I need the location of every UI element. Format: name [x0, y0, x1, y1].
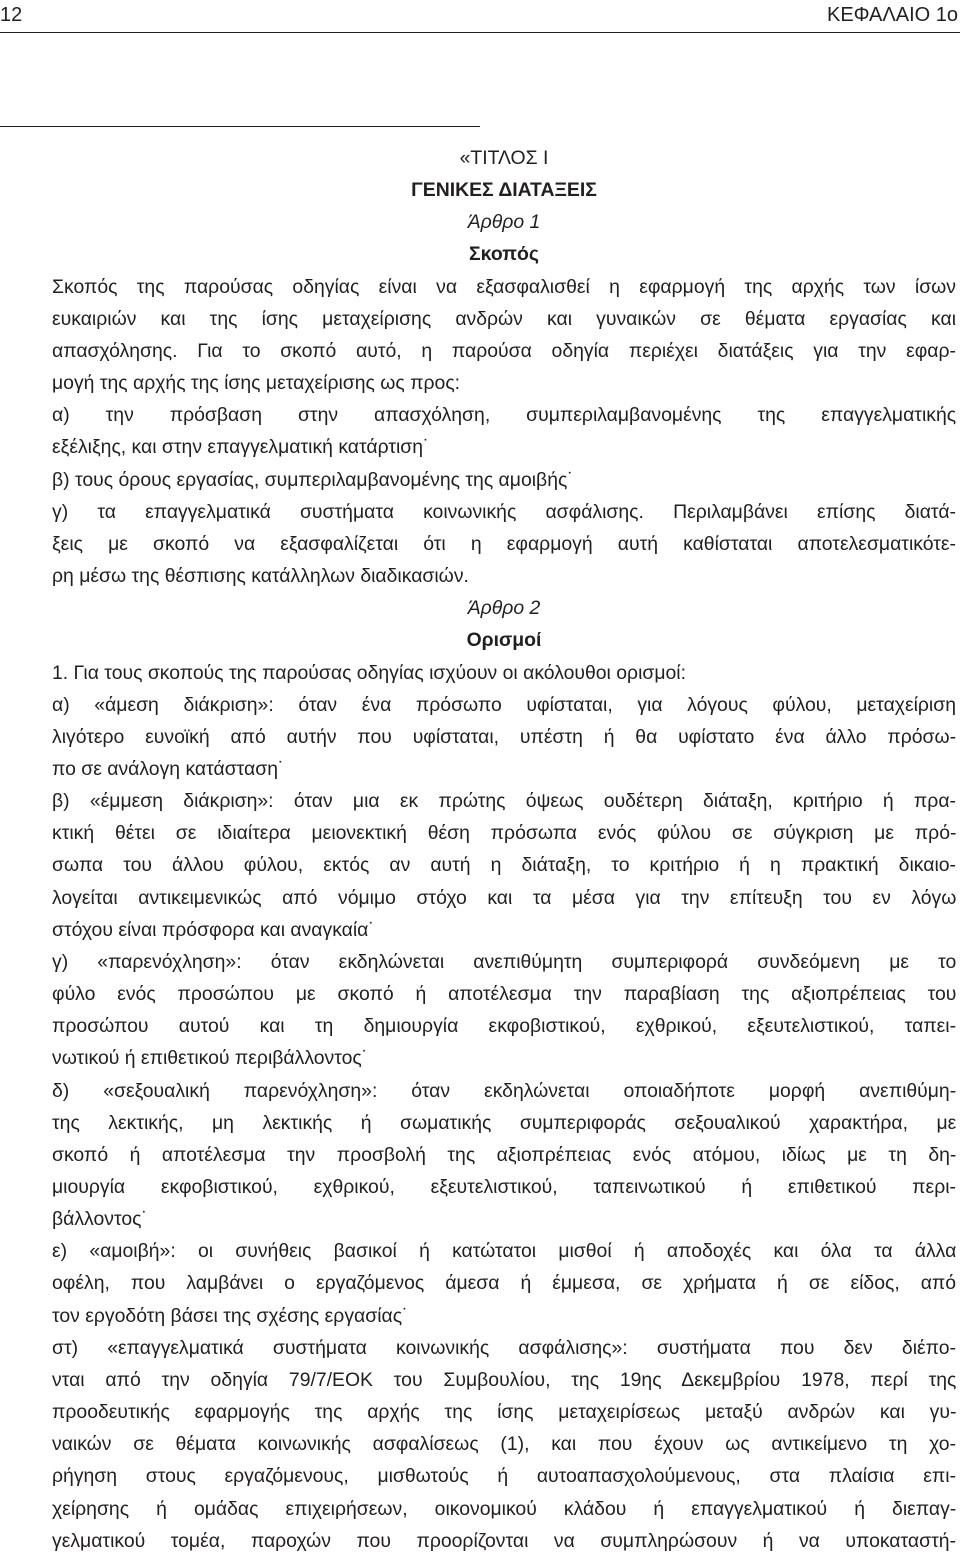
- text-line: σωπα του άλλου φύλου, εκτός αν αυτή η διάταξη, το κριτήριο ή η πρακτική δικαιο-: [52, 854, 956, 877]
- text-line: β) τους όρους εργασίας, συμπεριλαμβανομένης της αμοιβής˙: [52, 468, 574, 491]
- page-header: [0, 0, 960, 33]
- chapter-title: ΚΕΦΑΛΑΙΟ 1ο: [826, 4, 958, 26]
- text-line: γελματικού τομέα, παροχών που προορίζονται να συμπληρώσουν ή να υποκαταστή-: [52, 1529, 956, 1552]
- article-2-label: Άρθρο 2: [467, 597, 541, 620]
- article-1-label: Άρθρο 1: [467, 211, 541, 234]
- text-line: της λεκτικής, μη λεκτικής ή σωματικής συμπεριφοράς σεξουαλικού χαρακτήρα, με: [52, 1111, 957, 1134]
- text-line: σκοπό ή αποτέλεσμα την προσβολή της αξιοπρέπειας ενός ατόμου, ιδίως με τη δη-: [52, 1143, 957, 1166]
- text-line: ναικών σε θέματα κοινωνικής ασφαλίσεως (1), και που έχουν ως αντικείμενο τη χο-: [52, 1433, 956, 1456]
- text-line: νται από την οδηγία 79/7/ΕΟΚ του Συμβουλίου, της 19ης Δεκεμβρίου 1978, περί της: [52, 1368, 957, 1391]
- text-line: γ) τα επαγγελματικά συστήματα κοινωνικής ασφάλισης. Περιλαμβάνει επίσης διατά-: [52, 500, 956, 523]
- text-line: 1. Για τους σκοπούς της παρούσας οδηγίας ισχύουν οι ακόλουθοι ορισμοί:: [52, 661, 686, 684]
- article-2-heading: Ορισμοί: [466, 629, 542, 652]
- text-line: ευκαιριών και της ίσης μεταχείρισης ανδρών και γυναικών σε θέματα εργασίας και: [52, 307, 956, 330]
- text-line: προσώπου αυτού και τη δημιουργία εκφοβιστικού, εχθρικού, εξευτελιστικού, ταπει-: [52, 1015, 957, 1038]
- text-line: α) «άμεση διάκριση»: όταν ένα πρόσωπο υφίσταται, για λόγους φύλου, μεταχείριση: [52, 693, 956, 716]
- text-line: οφέλη, που λαμβάνει ο εργαζόμενος άμεσα ή έμμεσα, σε χρήματα ή σε είδος, από: [52, 1272, 957, 1295]
- text-line: στ) «επαγγελματικά συστήματα κοινωνικής ασφάλισης»: συστήματα που δεν διέπο-: [52, 1336, 956, 1359]
- text-line: κτική θέτει σε ιδιαίτερα μειονεκτική θέση πρόσωπα ενός φύλου σε σύγκριση με πρό-: [52, 822, 957, 845]
- text-line: φύλο ενός προσώπου με σκοπό ή αποτέλεσμα την παραβίαση της αξιοπρέπειας του: [52, 983, 957, 1006]
- text-line: ρήγηση στους εργαζόμενους, μισθωτούς ή αυτοαπασχολούμενους, στα πλαίσια επι-: [52, 1465, 956, 1488]
- text-line: απασχόλησης. Για το σκοπό αυτό, η παρούσα οδηγία περιέχει διατάξεις για την εφαρ-: [52, 339, 956, 362]
- text-line: μιουργία εκφοβιστικού, εχθρικού, εξευτελιστικού, ταπεινωτικού ή επιθετικού περι-: [52, 1176, 956, 1198]
- text-line: πο σε ανάλογη κατάσταση˙: [52, 757, 285, 780]
- article-1-heading: Σκοπός: [469, 243, 539, 266]
- text-line: α) την πρόσβαση στην απασχόληση, συμπεριλαμβανομένης της επαγγελματικής: [52, 404, 957, 427]
- text-line: νωτικού ή επιθετικού περιβάλλοντος˙: [52, 1047, 369, 1070]
- text-line: λιγότερο ευνοϊκή από αυτήν που υφίσταται, υπέστη ή θα υφίστατο ένα άλλο πρόσω-: [52, 725, 957, 748]
- text-line: ρη μέσω της θέσπισης κατάλληλων διαδικασιών.: [52, 565, 469, 588]
- text-line: γ) «παρενόχληση»: όταν εκδηλώνεται ανεπιθύμητη συμπεριφορά συνδεόμενη με το: [52, 950, 957, 973]
- text-line: μογή της αρχής της ίσης μεταχείρισης ως προς:: [52, 372, 461, 395]
- text-line: τον εργοδότη βάσει της σχέσης εργασίας˙: [52, 1304, 409, 1327]
- text-line: λογείται αντικειμενικώς από νόμιμο στόχο και τα μέσα για την επίτευξη του εν λόγω: [52, 886, 957, 909]
- text-line: εξέλιξης, και στην επαγγελματική κατάρτιση˙: [52, 436, 430, 459]
- text-line: στόχου είναι πρόσφορα και αναγκαία˙: [52, 918, 375, 941]
- text-line: ε) «αμοιβή»: οι συνήθεις βασικοί ή κατώτατοι μισθοί ή αποδοχές και όλα τα άλλα: [52, 1240, 957, 1263]
- page-number: 12: [0, 4, 23, 26]
- text-line: β) «έμμεση διάκριση»: όταν μια εκ πρώτης όψεως ουδέτερη διάταξη, κριτήριο ή πρα-: [52, 790, 956, 813]
- text-line: Σκοπός της παρούσας οδηγίας είναι να εξασφαλισθεί η εφαρμογή της αρχής των ίσων: [52, 275, 957, 298]
- text-line: δ) «σεξουαλική παρενόχληση»: όταν εκδηλώνεται οποιαδήποτε μορφή ανεπιθύμη-: [52, 1079, 957, 1102]
- text-line: προοδευτικής εφαρμογής της αρχής της ίσης μεταχειρίσεως μεταξύ ανδρών και γυ-: [52, 1401, 957, 1424]
- text-line: βάλλοντος˙: [52, 1208, 148, 1231]
- article-2-text: [52, 657, 956, 1557]
- text-line: χείρησης ή ομάδας επιχειρήσεων, οικονομικού κλάδου ή επαγγελματικού ή διεπαγ-: [52, 1497, 957, 1520]
- document-body: [52, 142, 956, 1557]
- text-line: ξεις με σκοπό να εξασφαλίζεται ότι η εφαρμογή αυτή καθίσταται αποτελεσματικότε-: [52, 532, 956, 555]
- title-subheading: ΓΕΝΙΚΕΣ ΔΙΑΤΑΞΕΙΣ: [411, 179, 597, 202]
- footnote-divider: [0, 126, 480, 127]
- article-1-text: [52, 271, 956, 593]
- title-line: «ΤΙΤΛΟΣ Ι: [459, 147, 549, 169]
